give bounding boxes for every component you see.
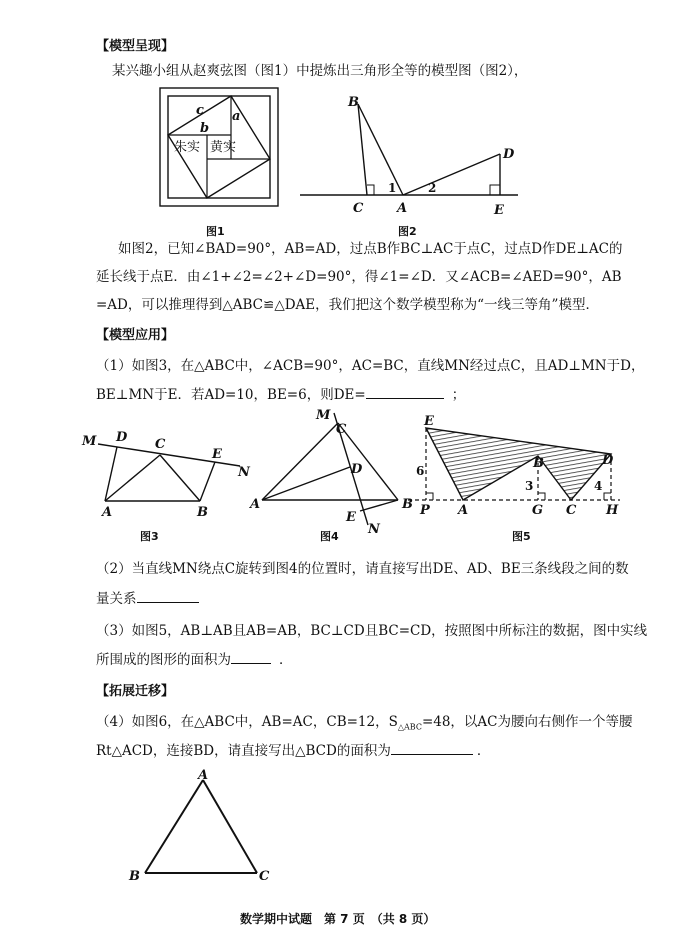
fig4-label-A: A: [250, 497, 261, 512]
fig4-label-B: B: [402, 497, 413, 512]
fig3-caption: 图3: [140, 530, 159, 543]
fig2-caption: 图2: [398, 225, 417, 238]
fig6-label-C: C: [259, 869, 270, 884]
model-text-line-1: 如图2，已知∠BAD=90°，AB=AD，过点B作BC⊥AC于点C，过点D作DE⊥AC的: [118, 241, 623, 257]
q3-line-2: [96, 651, 293, 669]
q4-line-1-text: （4）如图6，在△ABC中，AB=AC，CB=12，S: [96, 714, 398, 730]
section-title-model: 【模型呈现】: [96, 39, 175, 54]
fig5-label-D: D: [602, 453, 614, 468]
q3-line-1: （3）如图5，AB⊥AB且AB=AB，BC⊥CD且BC=CD，按照图中所标注的数据，图中实线: [96, 623, 648, 639]
fig5-label-G: G: [532, 503, 544, 518]
fig1-label-huang: 黄实: [210, 140, 237, 155]
section-title-extension: 【拓展迁移】: [96, 684, 175, 699]
fig3-label-A: A: [102, 505, 113, 520]
q4-line-2-tail: ．: [476, 743, 491, 759]
figure-1: [160, 88, 285, 213]
fig3-label-B: B: [197, 505, 208, 520]
q2-line-2: [96, 590, 199, 608]
fig5-label-H: H: [606, 503, 619, 518]
fig4-caption: 图4: [320, 530, 339, 543]
q2-answer-blank[interactable]: [137, 590, 199, 603]
fig3-label-E: E: [212, 447, 222, 462]
model-text-line-3: =AD，可以推理得到△ABC≌△DAE，我们把这个数学模型称为“一线三等角”模型．: [96, 297, 599, 313]
model-text-line-2: 延长线于点E．由∠1+∠2=∠2+∠D=90°，得∠1=∠D．又∠ACB=∠AED=90°，AB: [96, 269, 622, 285]
fig2-label-C: C: [353, 201, 364, 216]
fig4-label-M: M: [316, 408, 331, 423]
q4-answer-blank[interactable]: [391, 742, 473, 755]
section-title-application: 【模型应用】: [96, 328, 175, 343]
fig2-label-A: A: [397, 201, 408, 216]
fig5-label-4: 4: [594, 479, 603, 493]
q1-answer-blank[interactable]: [366, 386, 444, 399]
fig1-label-a: a: [232, 109, 241, 124]
page-footer: 数学期中试题 第 7 页 （共 8 页）: [240, 912, 436, 926]
fig5-label-6: 6: [416, 464, 425, 478]
q1-line-2: [96, 386, 465, 404]
fig5-label-3: 3: [525, 479, 534, 493]
fig5-label-P: P: [420, 503, 430, 518]
fig1-label-c: c: [196, 103, 204, 118]
figure-2: [300, 88, 525, 223]
fig3-label-D: D: [116, 430, 128, 445]
q4-subscript: △ABC: [397, 722, 422, 732]
q4-line-1: [96, 713, 633, 737]
q2-line-1: （2）当直线MN绕点C旋转到图4的位置时，请直接写出DE、AD、BE三条线段之间的数: [96, 561, 629, 577]
q3-line-2-text: 所围成的图形的面积为: [96, 652, 231, 668]
fig5-label-B: B: [533, 456, 544, 471]
q1-line-1: （1）如图3，在△ABC中，∠ACB=90°，AC=BC，直线MN经过点C，且AD⊥MN于D，: [96, 358, 645, 374]
fig2-label-1: 1: [388, 181, 397, 195]
intro-text: 某兴趣小组从赵爽弦图（图1）中提炼出三角形全等的模型图（图2），: [112, 63, 528, 79]
figure-5: [408, 412, 628, 527]
fig5-label-C: C: [566, 503, 577, 518]
fig1-label-zhu: 朱实: [174, 140, 201, 155]
fig6-label-B: B: [129, 869, 140, 884]
fig2-label-E: E: [494, 203, 504, 218]
fig4-label-N: N: [368, 522, 380, 537]
fig4-label-D: D: [351, 462, 363, 477]
fig2-label-D: D: [503, 147, 515, 162]
figure-4: [250, 405, 420, 535]
fig3-label-M: M: [82, 434, 97, 449]
q3-answer-blank[interactable]: [231, 651, 271, 664]
q2-line-2-text: 量关系: [96, 591, 137, 607]
fig6-label-A: A: [198, 768, 209, 783]
q4-line-2: [96, 742, 490, 760]
figure-3: [80, 428, 255, 518]
fig1-caption: 图1: [206, 225, 225, 238]
fig4-label-C: C: [336, 422, 347, 437]
figure-6: [125, 770, 275, 885]
fig1-label-b: b: [200, 121, 210, 136]
fig5-caption: 图5: [512, 530, 531, 543]
q4-line-2-text: Rt△ACD，连接BD，请直接写出△BCD的面积为: [96, 743, 391, 759]
q1-line-2-tail: ；: [451, 387, 466, 403]
fig5-label-E: E: [424, 414, 434, 429]
fig4-label-E: E: [346, 510, 356, 525]
fig5-label-A: A: [458, 503, 469, 518]
fig3-label-C: C: [155, 437, 166, 452]
fig3-label-N: N: [238, 465, 250, 480]
q4-line-1b-text: =48，以AC为腰向右侧作一个等腰: [421, 714, 633, 730]
fig2-label-B: B: [348, 95, 359, 110]
fig2-label-2: 2: [428, 181, 437, 195]
q3-line-2-tail: ．: [279, 652, 293, 668]
q1-line-2-text: BE⊥MN于E．若AD=10，BE=6，则DE=: [96, 387, 366, 403]
